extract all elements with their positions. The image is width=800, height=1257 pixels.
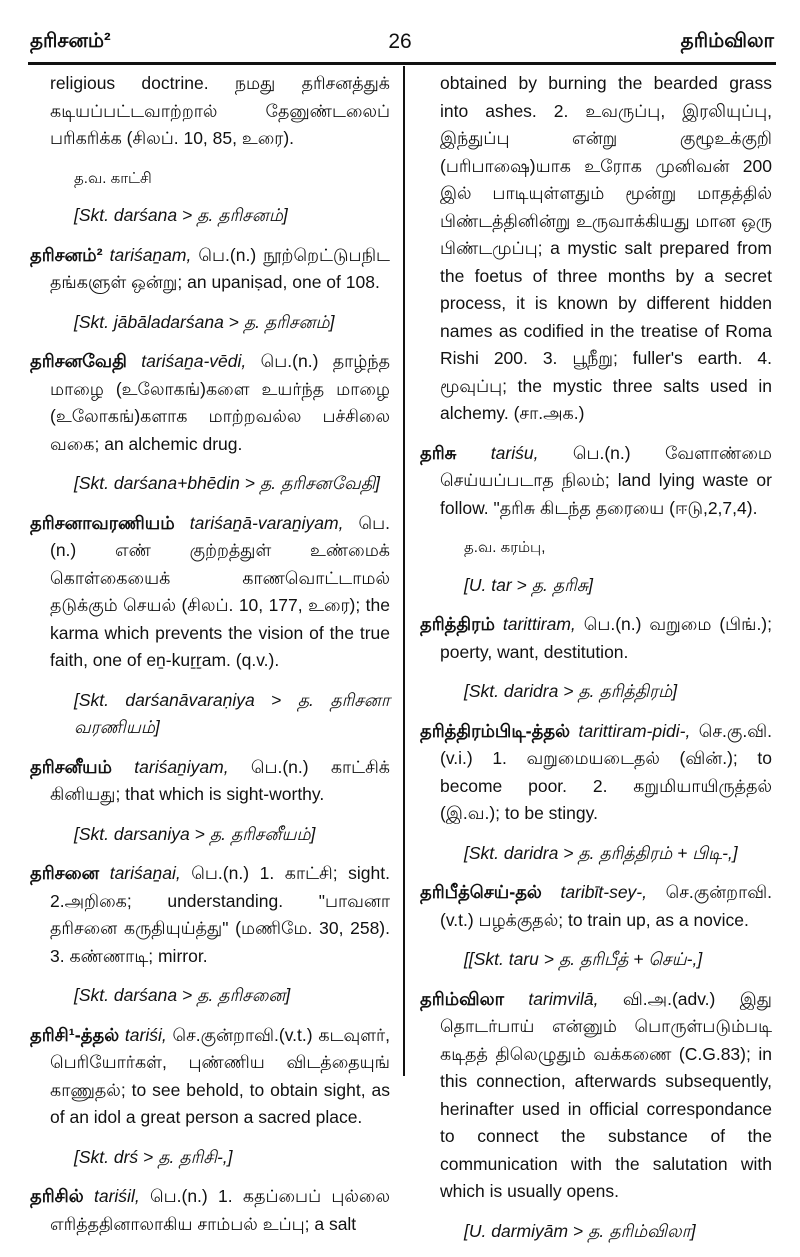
headword: தரிசனம்² [30, 244, 103, 265]
transliteration: tarittiram, [502, 614, 576, 634]
dictionary-entry [30, 860, 390, 970]
etymology: [[Skt. taru > த. தரிபீத் + செய்-,] [464, 949, 703, 969]
left-column [30, 70, 390, 1250]
etymology: [Skt. daridra > த. தரித்திரம்] [464, 681, 678, 701]
definition: செ.கு.வி.(v.i.) 1. வறுமையடைதல் (வின்.); to become poor. 2. கறுமியாயிருத்தல் (இ.வ.); to be stingy. [440, 720, 772, 823]
headword: தரிபீத்செய்-தல் [420, 882, 542, 902]
dictionary-entry [30, 1183, 390, 1238]
dictionary-entry [420, 611, 772, 666]
definition: செ.குன்றாவி.(v.t.) கடவுளர், பெரியோர்கள், புண்ணிய விடத்தையுங் காணுதல்; to see behold, to obtain sight, as of an idol a great person a sacred place. [50, 1024, 390, 1127]
definition: பெ.(n.) 1. காட்சி; sight. 2.அறிகை; understanding. "பாவனா தரிசனை கருதியுய்த்து" (மணிமே. 30, 258). 3. கண்ணாடி; mirror. [50, 863, 390, 966]
transliteration: tarittiram-pidi-, [578, 720, 691, 741]
page-number: 26 [388, 30, 412, 53]
headword: தரிசனவேதி [30, 351, 127, 371]
transliteration: tariśi, [124, 1024, 167, 1045]
dictionary-entry [30, 510, 390, 675]
dictionary-entry [30, 348, 390, 458]
dictionary-entry [420, 440, 772, 523]
transliteration: tariśaṉa-vēdi, [141, 351, 247, 371]
definition: வி.அ.(adv.) இது தொடர்பாய் என்னும் பொருள்படும்படி கடிதத் திலெழுதும் வக்கணை (C.G.83); in this connection, afterwards subsequently, herinafter used in official correspondance to connect the substance of the communication with the salutation with which is usually opens. [440, 988, 772, 1201]
definition: பெ.(n.) எண் குற்றத்துள் உண்மைக் கொள்கையைக் காணவொட்டாமல் தடுக்கும் செயல் (சிலப். 10, 177, உரை); the karma which prevents the vision of the true faith, one of eṉ-kuṟṟam. (q.v.). [50, 512, 390, 670]
definition: பெ.(n.) 1. கதப்பைப் புல்லை எரித்ததினாலாகிய சாம்பல் உப்பு; a salt [50, 1186, 390, 1234]
tamil-equivalent: த.வ. காட்சி [74, 169, 152, 187]
etymology: [Skt. jābāladarśana > த. தரிசனம்] [74, 311, 335, 332]
transliteration: tariśaṉai, [109, 863, 181, 883]
dictionary-entry [420, 986, 772, 1206]
dictionary-entry [420, 718, 772, 828]
headword: தரிசி¹-த்தல் [30, 1024, 120, 1045]
header-rule [28, 62, 776, 65]
transliteration: tariśaṉā-varaṉiyam, [189, 512, 344, 533]
etymology: [Skt. darśana > த. தரிசனை] [74, 985, 291, 1005]
headword: தரிசனீயம் [30, 756, 113, 777]
etymology: [Skt. darśana+bhēdin > த. தரிசனவேதி] [74, 473, 380, 493]
transliteration: tariśil, [94, 1186, 140, 1206]
tamil-equivalent: த.வ. கரம்பு, [464, 539, 546, 556]
etymology: [U. tar > த. தரிசு] [464, 574, 593, 595]
definition: பெ.(n.) தாழ்ந்த மாழை (உலோகங்)களை உயர்ந்த மாழை (உலோகங்)களாக மாற்றவல்ல பச்சிலை வகை; an alchemic drug. [50, 351, 390, 454]
headword: தரிசில் [30, 1186, 84, 1206]
etymology: [Skt. darśanāvaraṇiya > த. தரிசனா வரணியம்] [74, 689, 390, 737]
headword: தரிசு [420, 442, 457, 463]
transliteration: tarimvilā, [528, 988, 599, 1009]
headword: தரித்திரம் [420, 614, 495, 634]
transliteration: taribīt-sey-, [560, 882, 647, 902]
transliteration: tariśu, [490, 442, 539, 463]
headword: தரிசனாவரணியம் [30, 512, 175, 533]
dictionary-entry [30, 242, 390, 297]
etymology: [Skt. darśana > த. தரிசனம்] [74, 205, 288, 225]
transliteration: tariśaṉiyam, [134, 756, 229, 777]
etymology: [Skt. drś > த. தரிசி-,] [74, 1146, 233, 1167]
running-head-right: தரிம்விலா [680, 30, 774, 52]
entry-continuation: religious doctrine. நமது தரிசனத்துக் கடியப்பட்டவாற்றால் தேனுண்டலைப் பரிகரிக்க (சிலப். 10, 85, உரை). [50, 73, 390, 148]
column-divider [403, 66, 405, 1076]
headword: தரித்திரம்பிடி-த்தல் [420, 720, 571, 741]
dictionary-entry [30, 1022, 390, 1132]
right-column [420, 70, 772, 1257]
running-head-left: தரிசனம்² [30, 30, 111, 52]
definition: பெ.(n.) நூற்றெட்டுபநிட தங்களுள் ஒன்று; an upaniṣad, one of 108. [50, 244, 390, 292]
definition: பெ.(n.) வறுமை (பிங்.); poerty, want, destitution. [440, 614, 772, 662]
etymology: [Skt. daridra > த. தரித்திரம் + பிடி-,] [464, 842, 738, 863]
headword: தரிம்விலா [420, 988, 504, 1009]
dictionary-entry [420, 879, 772, 934]
dictionary-entry [30, 754, 390, 809]
entry-continuation: obtained by burning the bearded grass into ashes. 2. உவருப்பு, இரலியுப்பு, இந்துப்பு என்று குழூஉக்குறி (பரிபாஷை)யாக உரோக முனிவன் 200 இல் பாடியுள்ளதும் மூன்று மாதத்தில் பிண்டத்தினின்று உருவாக்கியது மான ஒரு பிண்டமுப்பு; a mystic salt prepared from the foetus of three months by a secret process, it is known by different hidden names as codified in the treatise of Roma Rishi 200. 3. பூநீறு; fuller's earth. 4. மூவுப்பு; the mystic three salts used in alchemy. (சா.அக.) [440, 73, 772, 423]
etymology: [Skt. darsaniya > த. தரிசனீயம்] [74, 823, 316, 844]
etymology: [U. darmiyām > த. தரிம்விலா] [464, 1220, 696, 1241]
definition: பெ.(n.) வேளாண்மை செய்யப்படாத நிலம்; land lying waste or follow. "தரிசு கிடந்த தரையை (ஈடு,2,7,4). [440, 442, 772, 518]
definition: பெ.(n.) காட்சிக் கினியது; that which is sight-worthy. [50, 756, 390, 804]
headword: தரிசனை [30, 863, 100, 883]
transliteration: tariśaṉam, [109, 244, 192, 265]
definition: செ.குன்றாவி. (v.t.) பழக்குதல்; to train up, as a novice. [440, 882, 772, 930]
